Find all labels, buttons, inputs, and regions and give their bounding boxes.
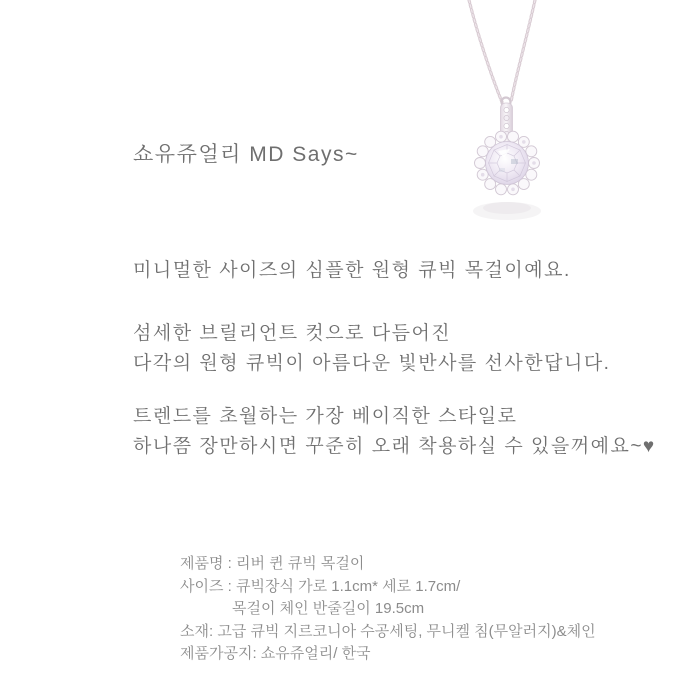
- spec-size: 사이즈 : 큐빅장식 가로 1.1cm* 세로 1.7cm/: [180, 577, 461, 595]
- description-line: 섬세한 브릴리언트 컷으로 다듬어진: [133, 323, 452, 344]
- spec-origin: 제품가공지: 쇼유쥬얼리/ 한국: [180, 645, 371, 662]
- pendant-shadow-reflection: [473, 202, 541, 220]
- md-says-heading: 쇼유쥬얼리 MD Says~: [133, 143, 359, 166]
- spec-material: 소재: 고급 큐빅 지르코니아 수공세팅, 무니켈 침(무알러지)&체인: [180, 622, 596, 640]
- product-photo: [400, 0, 679, 230]
- product-spec-block: [180, 553, 596, 666]
- description-paragraph-3: [133, 402, 656, 462]
- description-paragraph-1: [133, 256, 571, 286]
- description-line: 트렌드를 초월하는 가장 베이직한 스타일로: [133, 406, 518, 427]
- spec-chain-length: 목걸이 체인 반줄길이 19.5cm: [232, 600, 425, 617]
- spec-product-name: 제품명 : 리버 퀸 큐빅 목걸이: [180, 555, 365, 572]
- description-line: 미니멀한 사이즈의 심플한 원형 큐빅 목걸이예요.: [133, 260, 571, 281]
- description-paragraph-2: [133, 319, 610, 379]
- description-line: 하나쯤 장만하시면 꾸준히 오래 착용하실 수 있을꺼예요~♥: [133, 436, 656, 457]
- chain: [469, 0, 535, 102]
- description-line: 다각의 원형 큐빅이 아름다운 빛반사를 선사한답니다.: [133, 353, 611, 374]
- pendant-center-stone: [486, 142, 529, 185]
